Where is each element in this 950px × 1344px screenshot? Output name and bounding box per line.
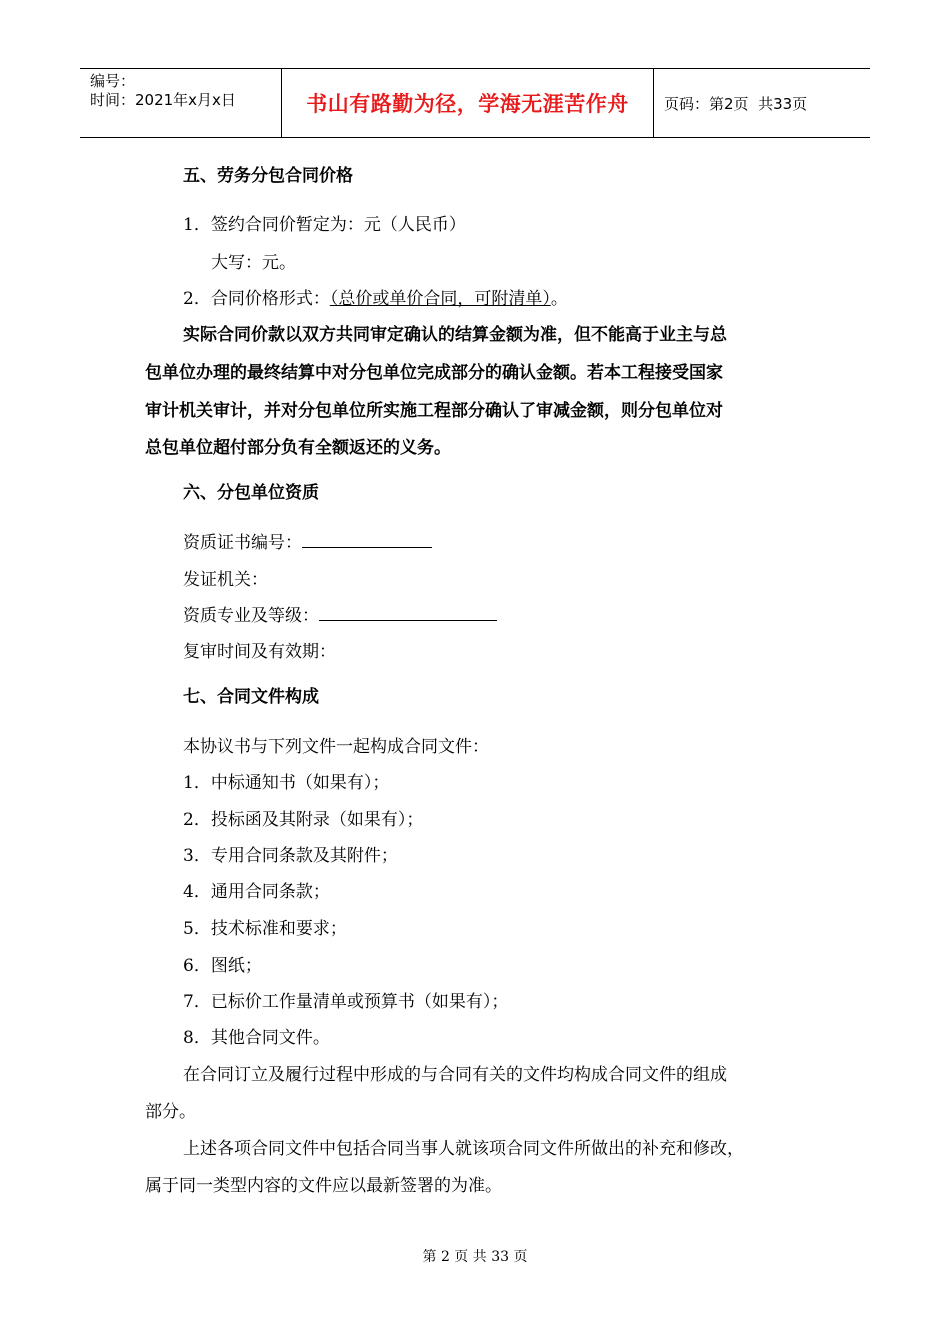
section7-para2-line-1: 上述各项合同文件中包括合同当事人就该项合同文件所做出的补充和修改， (183, 1139, 744, 1159)
specialty-blank (319, 606, 497, 621)
doc-list-item: 8．其他合同文件。 (183, 1028, 330, 1048)
document-number-label: 编号： (90, 72, 136, 90)
cert-number-blank (302, 533, 432, 548)
section5-title: 五、劳务分包合同价格 (183, 166, 353, 186)
doc-list-item: 2．投标函及其附录（如果有）； (183, 810, 424, 830)
doc-list-item: 6．图纸； (183, 956, 262, 976)
header-motto: 书山有路勤为径，学海无涯苦作舟 (282, 69, 654, 137)
doc-list-item: 3．专用合同条款及其附件； (183, 846, 398, 866)
doc-list-item: 1．中标通知书（如果有）； (183, 773, 390, 793)
section7-para1-line-2: 部分。 (145, 1102, 196, 1122)
section5-item1: 1．签约合同价暂定为：元（人民币） (183, 215, 466, 235)
header-table (80, 68, 870, 138)
section5-item1-caps: 大写：元。 (211, 253, 296, 273)
header-page-info: 页码：第2页 共33页 (664, 94, 808, 113)
document-time-label: 时间：2021年x月x日 (90, 91, 236, 109)
section7-title: 七、合同文件构成 (183, 687, 319, 707)
item2-suffix: 。 (550, 289, 568, 309)
section5-para-line-4: 总包单位超付部分负有全额返还的义务。 (145, 438, 451, 458)
section5-para-line-3: 审计机关审计，并对分包单位所实施工程部分确认了审减金额，则分包单位对 (145, 401, 723, 421)
section7-para1-line-1: 在合同订立及履行过程中形成的与合同有关的文件均构成合同文件的组成 (183, 1065, 727, 1085)
section5-para-line-1: 实际合同价款以双方共同审定确认的结算金额为准，但不能高于业主与总 (183, 325, 727, 345)
issuer-label: 发证机关： (183, 570, 268, 590)
section5-item2 (183, 284, 568, 309)
specialty-label: 资质专业及等级： (183, 606, 319, 626)
section7-intro: 本协议书与下列文件一起构成合同文件： (183, 737, 489, 757)
item2-prefix: 2．合同价格形式： (183, 289, 330, 309)
cert-number-label: 资质证书编号： (183, 533, 302, 553)
header-meta-cell (80, 69, 282, 137)
doc-list-item: 5．技术标准和要求； (183, 919, 347, 939)
header-page-cell (654, 69, 870, 137)
section6-title: 六、分包单位资质 (183, 483, 319, 503)
section7-para2-line-2: 属于同一类型内容的文件应以最新签署的为准。 (145, 1176, 502, 1196)
review-label: 复审时间及有效期： (183, 642, 336, 662)
doc-list-item: 7．已标价工作量清单或预算书（如果有）； (183, 992, 509, 1012)
page-footer: 第 2 页 共 33 页 (422, 1249, 528, 1265)
section5-para-line-2: 包单位办理的最终结算中对分包单位完成部分的确认金额。若本工程接受国家 (145, 363, 723, 383)
specialty-row (183, 601, 497, 626)
doc-list-item: 4．通用合同条款； (183, 882, 330, 902)
cert-number-row (183, 528, 432, 553)
item2-value: （总价或单价合同，可附清单） (329, 289, 551, 309)
